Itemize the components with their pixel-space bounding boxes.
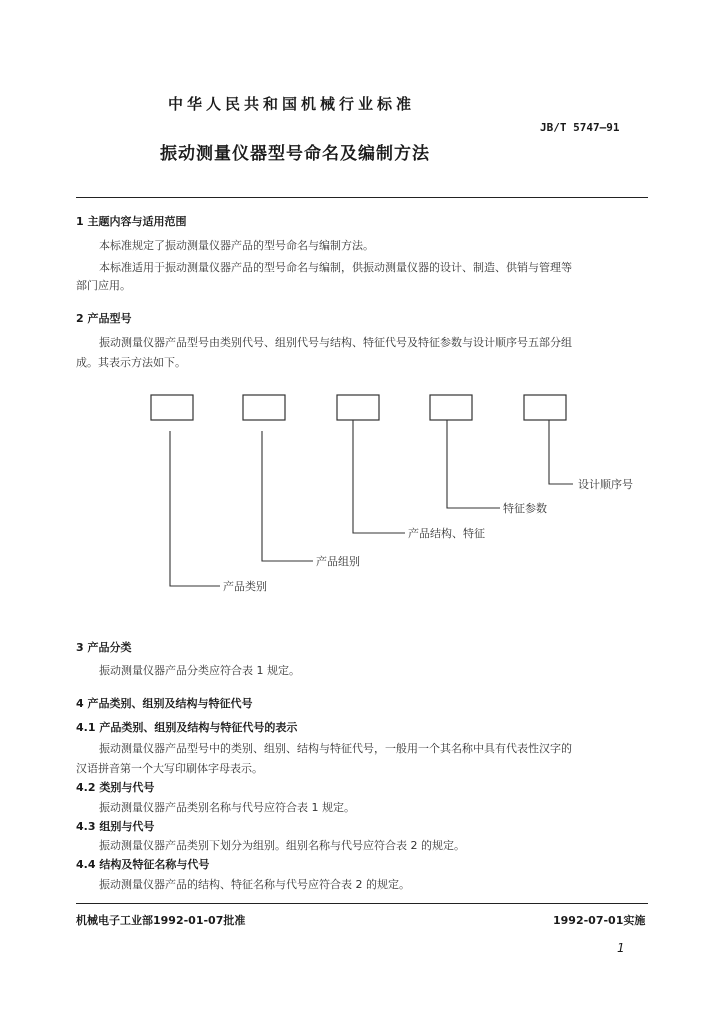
connector-sequence — [549, 420, 573, 484]
section-4-4-para: 振动测量仪器产品的结构、特征名称与代号应符合表 2 的规定。 — [99, 878, 410, 891]
section-1-para-2-line-1: 本标准适用于振动测量仪器产品的型号命名与编制，供振动测量仪器的设计、制造、供销与管理等 — [99, 261, 572, 274]
section-2-para-line-1: 振动测量仪器产品型号由类别代号、组别代号与结构、特征代号及特征参数与设计顺序号五部分组 — [99, 336, 572, 349]
connector-category — [170, 431, 220, 586]
label-sequence-number: 设计顺序号 — [578, 478, 633, 491]
diagram-box-parameter — [430, 395, 472, 420]
section-4-1-heading: 4.1 产品类别、组别及结构与特征代号的表示 — [76, 721, 298, 734]
connector-structure — [353, 420, 405, 533]
issuing-body: 中华人民共和国机械行业标准 — [168, 95, 416, 113]
section-4-1-para-line-2: 汉语拼音第一个大写印刷体字母表示。 — [76, 762, 263, 775]
document-title: 振动测量仪器型号命名及编制方法 — [160, 144, 430, 164]
label-structure-feature: 产品结构、特征 — [408, 527, 485, 540]
section-3-heading: 3 产品分类 — [76, 641, 132, 654]
connector-parameter — [447, 420, 500, 508]
effective-date: 1992-07-01实施 — [553, 914, 646, 927]
section-2-para-line-2: 成。其表示方法如下。 — [76, 356, 186, 369]
section-4-1-para-line-1: 振动测量仪器产品型号中的类别、组别、结构与特征代号，一般用一个其名称中具有代表性汉字的 — [99, 742, 572, 755]
approval-date: 机械电子工业部1992-01-07批准 — [76, 914, 246, 927]
section-1-para-2-line-2: 部门应用。 — [76, 279, 131, 292]
diagram-box-sequence — [524, 395, 566, 420]
section-4-3-para: 振动测量仪器产品类别下划分为组别。组别名称与代号应符合表 2 的规定。 — [99, 839, 465, 852]
diagram-box-category — [151, 395, 193, 420]
section-1-para-1: 本标准规定了振动测量仪器产品的型号命名与编制方法。 — [99, 239, 374, 252]
diagram-box-structure — [337, 395, 379, 420]
page-number: 1 — [617, 941, 625, 955]
section-4-2-para: 振动测量仪器产品类别名称与代号应符合表 1 规定。 — [99, 801, 355, 814]
section-4-4-heading: 4.4 结构及特征名称与代号 — [76, 858, 210, 871]
section-4-3-heading: 4.3 组别与代号 — [76, 820, 155, 833]
footer-rule — [76, 903, 648, 904]
connector-group — [262, 431, 313, 561]
section-4-heading: 4 产品类别、组别及结构与特征代号 — [76, 697, 253, 710]
section-4-2-heading: 4.2 类别与代号 — [76, 781, 155, 794]
standard-code: JB/T 5747—91 — [540, 121, 620, 134]
section-2-heading: 2 产品型号 — [76, 312, 132, 325]
section-3-para: 振动测量仪器产品分类应符合表 1 规定。 — [99, 664, 300, 677]
label-feature-parameter: 特征参数 — [503, 502, 547, 515]
section-1-heading: 1 主题内容与适用范围 — [76, 215, 187, 228]
label-product-category: 产品类别 — [223, 580, 267, 593]
diagram-box-group — [243, 395, 285, 420]
label-product-group: 产品组别 — [316, 555, 360, 568]
